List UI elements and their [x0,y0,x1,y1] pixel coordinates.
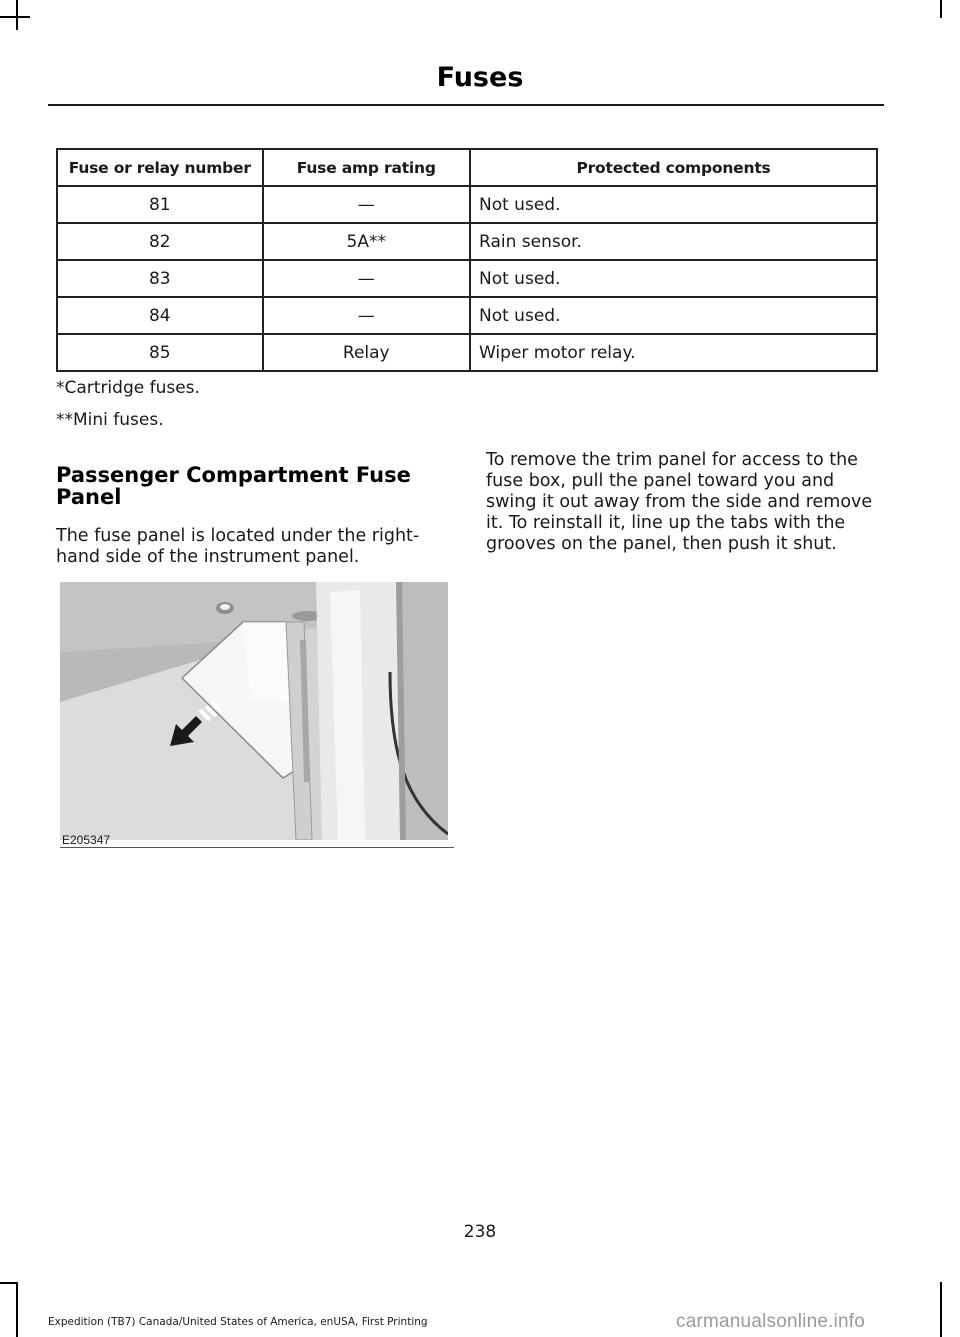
watermark: carmanualsonline.info [676,1311,866,1332]
table-row [57,297,877,334]
protected-component-cell: Not used. [470,260,877,297]
page-title: Fuses [436,62,524,93]
table-row [57,186,877,223]
section-heading: Passenger Compartment Fuse Panel [56,463,411,509]
figure-code: E205347 [62,833,111,847]
fuse-number-cell: 81 [57,186,263,223]
column-header-protected-components: Protected components [470,149,877,186]
crop-mark [16,0,18,30]
fuse-table [56,148,878,372]
fuse-number-cell: 84 [57,297,263,334]
footnote-mini: **Mini fuses. [56,410,164,430]
crop-mark [940,1282,942,1337]
fuse-number-cell: 82 [57,223,263,260]
table-header-row [57,149,877,186]
protected-component-cell: Not used. [470,297,877,334]
crop-mark [940,0,942,18]
table-row [57,260,877,297]
fuse-number-cell: 83 [57,260,263,297]
trim-panel-removal-text: To remove the trim panel for access to the fuse box, pull the panel toward you and swing it out away from the side and remove it. To reinstall it, line up the tabs with the grooves on the panel, then push it shut. [486,450,873,554]
column-header-amp-rating: Fuse amp rating [263,149,470,186]
figure-divider [60,847,454,848]
fuse-number-cell: 85 [57,334,263,371]
crop-mark [16,1282,18,1337]
edition-footer: Expedition (TB7) Canada/United States of America, enUSA, First Printing [48,1316,428,1328]
table-row [57,223,877,260]
amp-rating-cell: — [263,297,470,334]
fuse-panel-illustration [60,582,448,840]
column-header-fuse-number: Fuse or relay number [57,149,263,186]
page-number: 238 [463,1222,497,1242]
protected-component-cell: Wiper motor relay. [470,334,877,371]
crop-mark [0,16,30,18]
amp-rating-cell: 5A** [263,223,470,260]
protected-component-cell: Not used. [470,186,877,223]
amp-rating-cell: — [263,260,470,297]
protected-component-cell: Rain sensor. [470,223,877,260]
amp-rating-cell: Relay [263,334,470,371]
fuse-panel-location-text: The fuse panel is located under the right-hand side of the instrument panel. [56,526,420,567]
title-divider [48,104,884,106]
table-row [57,334,877,371]
footnote-cartridge: *Cartridge fuses. [56,378,200,398]
amp-rating-cell: — [263,186,470,223]
